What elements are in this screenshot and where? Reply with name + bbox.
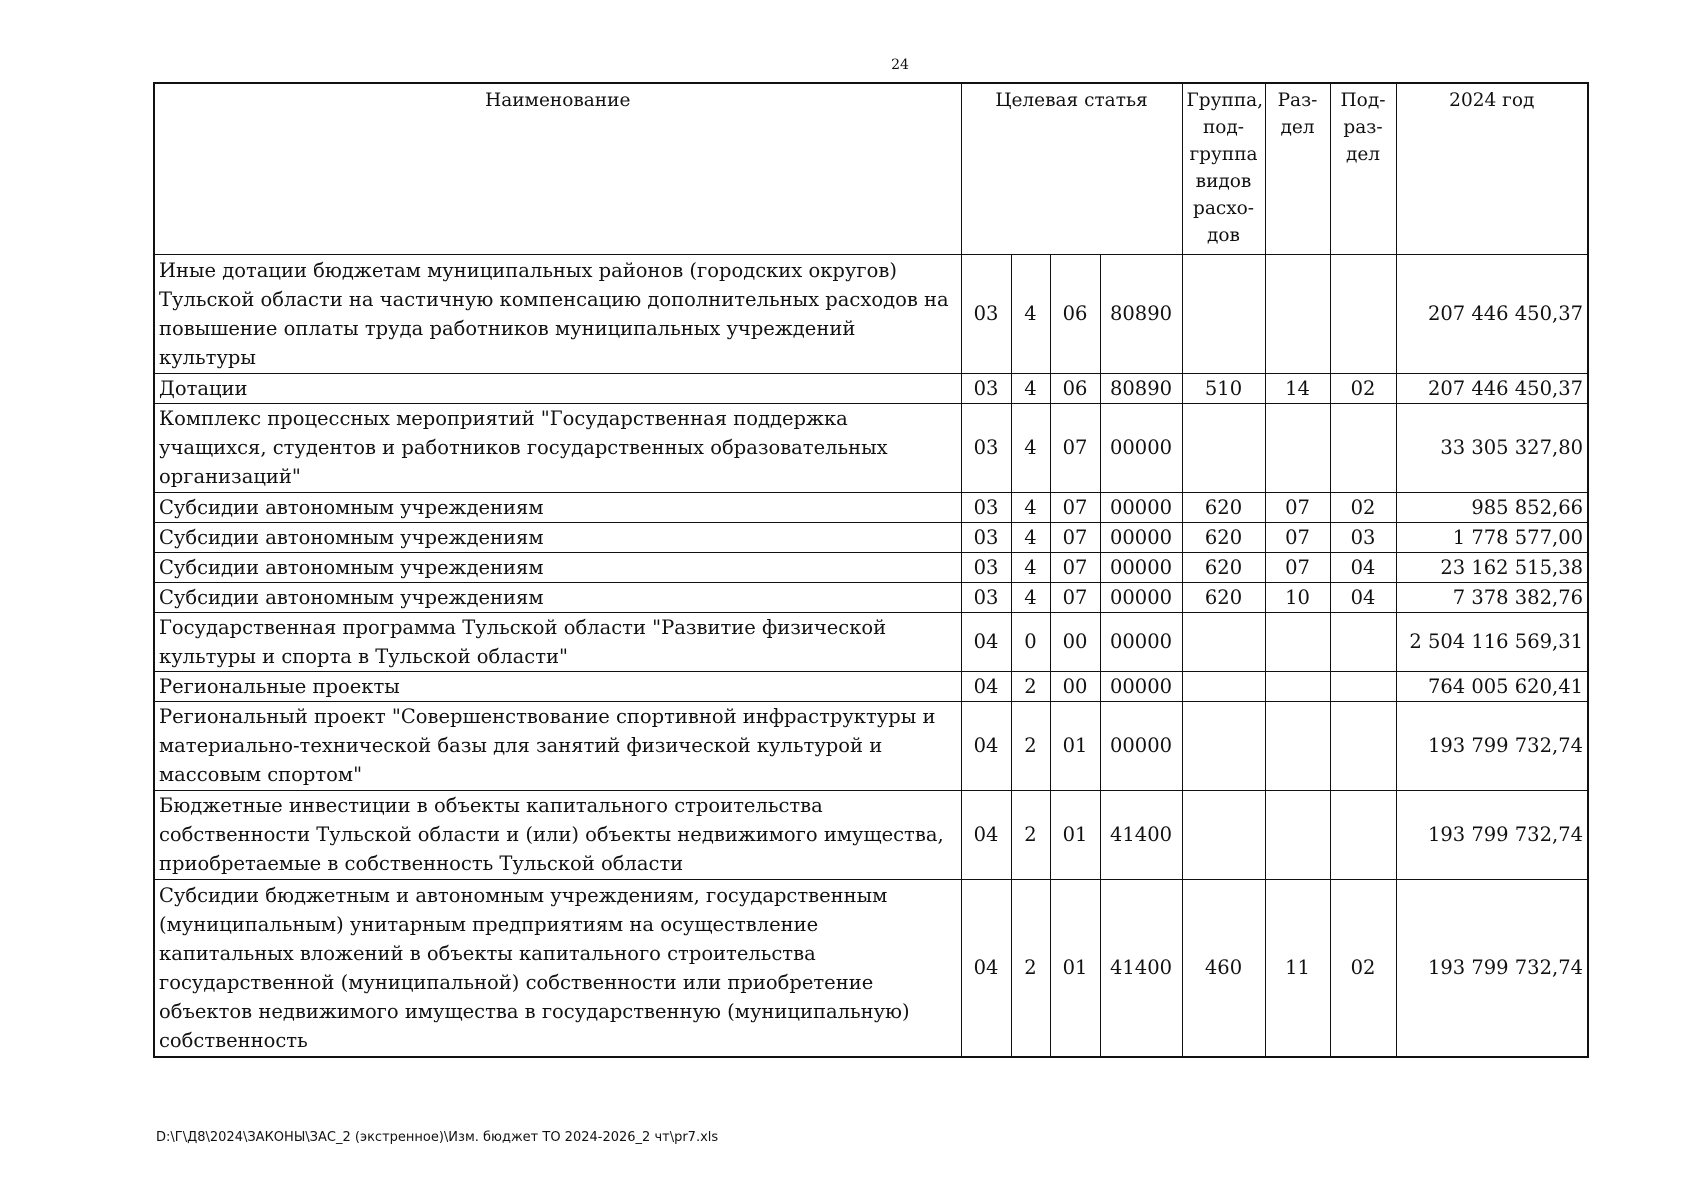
section-code [1265, 671, 1330, 701]
target-part-3: 07 [1050, 582, 1100, 612]
section-code: 11 [1265, 879, 1330, 1057]
table-row [154, 790, 1588, 879]
target-part-3: 07 [1050, 522, 1100, 552]
table-row [154, 492, 1588, 522]
target-part-4: 00000 [1100, 612, 1182, 671]
subsection-code: 02 [1330, 492, 1396, 522]
header-name: Наименование [154, 83, 961, 254]
target-part-1: 03 [961, 522, 1011, 552]
subsection-code: 03 [1330, 522, 1396, 552]
target-part-3: 01 [1050, 701, 1100, 790]
expense-group: 620 [1182, 552, 1265, 582]
target-part-3: 01 [1050, 879, 1100, 1057]
target-part-3: 06 [1050, 254, 1100, 373]
subsection-code: 04 [1330, 552, 1396, 582]
expense-group: 620 [1182, 582, 1265, 612]
subsection-code: 02 [1330, 373, 1396, 403]
amount-2024: 23 162 515,38 [1396, 552, 1588, 582]
target-part-2: 4 [1011, 403, 1050, 492]
target-part-2: 2 [1011, 879, 1050, 1057]
header-section: Раз-дел [1265, 83, 1330, 254]
target-part-1: 03 [961, 552, 1011, 582]
row-name: Региональные проекты [154, 671, 961, 701]
row-name: Иные дотации бюджетам муниципальных районов (городских округов) Тульской области на частичную компенсацию дополнительных расходов на повышение оплаты труда работников муниципальных учреждений культуры [154, 254, 961, 373]
row-name: Государственная программа Тульской области "Развитие физической культуры и спорта в Тульской области" [154, 612, 961, 671]
target-part-1: 03 [961, 403, 1011, 492]
target-part-4: 41400 [1100, 879, 1182, 1057]
target-part-1: 03 [961, 373, 1011, 403]
target-part-4: 00000 [1100, 552, 1182, 582]
target-part-3: 01 [1050, 790, 1100, 879]
file-path-footer: D:\Г\Д8\2024\ЗАКОНЫ\ЗАС_2 (экстренное)\Изм. бюджет ТО 2024-2026_2 чт\pr7.xls [156, 1130, 719, 1145]
amount-2024: 985 852,66 [1396, 492, 1588, 522]
expense-group [1182, 701, 1265, 790]
subsection-code: 04 [1330, 582, 1396, 612]
target-part-3: 07 [1050, 492, 1100, 522]
amount-2024: 1 778 577,00 [1396, 522, 1588, 552]
target-part-3: 07 [1050, 403, 1100, 492]
subsection-code [1330, 671, 1396, 701]
amount-2024: 193 799 732,74 [1396, 701, 1588, 790]
table-row [154, 254, 1588, 373]
expense-group: 460 [1182, 879, 1265, 1057]
section-code [1265, 790, 1330, 879]
target-part-1: 04 [961, 612, 1011, 671]
amount-2024: 33 305 327,80 [1396, 403, 1588, 492]
target-part-1: 03 [961, 582, 1011, 612]
row-name: Субсидии автономным учреждениям [154, 552, 961, 582]
target-part-3: 00 [1050, 671, 1100, 701]
table-row [154, 552, 1588, 582]
target-part-1: 04 [961, 671, 1011, 701]
target-part-2: 4 [1011, 254, 1050, 373]
table-row [154, 612, 1588, 671]
target-part-3: 07 [1050, 552, 1100, 582]
table-header [154, 83, 1588, 254]
amount-2024: 764 005 620,41 [1396, 671, 1588, 701]
amount-2024: 7 378 382,76 [1396, 582, 1588, 612]
expense-group [1182, 790, 1265, 879]
target-part-1: 03 [961, 254, 1011, 373]
section-code: 10 [1265, 582, 1330, 612]
target-part-4: 00000 [1100, 522, 1182, 552]
subsection-code [1330, 612, 1396, 671]
target-part-2: 4 [1011, 522, 1050, 552]
table-row [154, 879, 1588, 1057]
target-part-4: 00000 [1100, 403, 1182, 492]
header-group: Группа, под-группа видов расхо-дов [1182, 83, 1265, 254]
target-part-4: 00000 [1100, 671, 1182, 701]
target-part-1: 03 [961, 492, 1011, 522]
budget-table [153, 82, 1589, 1058]
expense-group [1182, 612, 1265, 671]
row-name: Субсидии автономным учреждениям [154, 522, 961, 552]
expense-group [1182, 254, 1265, 373]
section-code [1265, 254, 1330, 373]
target-part-2: 4 [1011, 582, 1050, 612]
table-row [154, 403, 1588, 492]
table-row [154, 671, 1588, 701]
row-name: Субсидии бюджетным и автономным учреждениям, государственным (муниципальным) унитарным предприятиям на осуществление капитальных вложений в объекты капитального строительства государственной (муниципальной) собственности или приобретение объектов недвижимого имущества в государственную (муниципальную) собственность [154, 879, 961, 1057]
expense-group [1182, 671, 1265, 701]
target-part-4: 00000 [1100, 582, 1182, 612]
expense-group: 620 [1182, 522, 1265, 552]
target-part-4: 00000 [1100, 492, 1182, 522]
amount-2024: 2 504 116 569,31 [1396, 612, 1588, 671]
section-code: 07 [1265, 522, 1330, 552]
expense-group [1182, 403, 1265, 492]
amount-2024: 193 799 732,74 [1396, 879, 1588, 1057]
target-part-4: 00000 [1100, 701, 1182, 790]
subsection-code [1330, 701, 1396, 790]
target-part-2: 4 [1011, 492, 1050, 522]
target-part-1: 04 [961, 790, 1011, 879]
amount-2024: 193 799 732,74 [1396, 790, 1588, 879]
target-part-2: 4 [1011, 373, 1050, 403]
row-name: Субсидии автономным учреждениям [154, 492, 961, 522]
table-row [154, 701, 1588, 790]
target-part-2: 4 [1011, 552, 1050, 582]
section-code: 14 [1265, 373, 1330, 403]
section-code [1265, 403, 1330, 492]
subsection-code [1330, 254, 1396, 373]
target-part-1: 04 [961, 701, 1011, 790]
header-year: 2024 год [1396, 83, 1588, 254]
expense-group: 620 [1182, 492, 1265, 522]
row-name: Комплекс процессных мероприятий "Государственная поддержка учащихся, студентов и работников государственных образовательных организаций" [154, 403, 961, 492]
target-part-2: 2 [1011, 671, 1050, 701]
table-row [154, 373, 1588, 403]
header-subsection: Под-раз-дел [1330, 83, 1396, 254]
amount-2024: 207 446 450,37 [1396, 254, 1588, 373]
row-name: Региональный проект "Совершенствование спортивной инфраструктуры и материально-технической базы для занятий физической культурой и массовым спортом" [154, 701, 961, 790]
header-target-article: Целевая статья [961, 83, 1182, 254]
amount-2024: 207 446 450,37 [1396, 373, 1588, 403]
row-name: Субсидии автономным учреждениям [154, 582, 961, 612]
table-row [154, 582, 1588, 612]
row-name: Бюджетные инвестиции в объекты капитального строительства собственности Тульской области и (или) объекты недвижимого имущества, приобретаемые в собственность Тульской области [154, 790, 961, 879]
section-code [1265, 612, 1330, 671]
target-part-2: 0 [1011, 612, 1050, 671]
target-part-3: 06 [1050, 373, 1100, 403]
target-part-2: 2 [1011, 701, 1050, 790]
section-code [1265, 701, 1330, 790]
target-part-4: 80890 [1100, 254, 1182, 373]
table-body [154, 254, 1588, 1057]
target-part-4: 41400 [1100, 790, 1182, 879]
target-part-1: 04 [961, 879, 1011, 1057]
target-part-2: 2 [1011, 790, 1050, 879]
section-code: 07 [1265, 552, 1330, 582]
table-row [154, 522, 1588, 552]
subsection-code: 02 [1330, 879, 1396, 1057]
row-name: Дотации [154, 373, 961, 403]
target-part-4: 80890 [1100, 373, 1182, 403]
subsection-code [1330, 790, 1396, 879]
expense-group: 510 [1182, 373, 1265, 403]
target-part-3: 00 [1050, 612, 1100, 671]
section-code: 07 [1265, 492, 1330, 522]
subsection-code [1330, 403, 1396, 492]
page-number: 24 [891, 57, 909, 73]
